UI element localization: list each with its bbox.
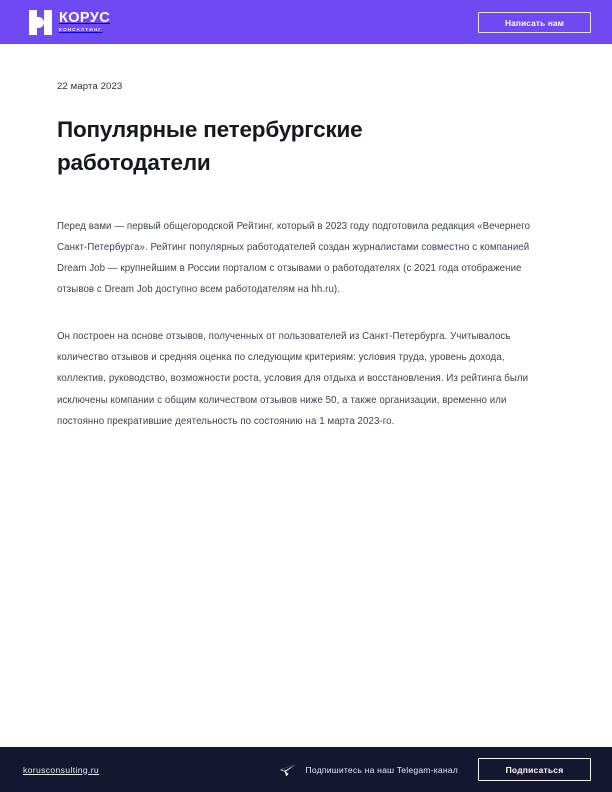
article-date: 22 марта 2023 xyxy=(57,81,123,92)
article-content xyxy=(0,44,612,747)
brand-name: КОРУС xyxy=(59,10,111,27)
brand-subtitle: КОНСАЛТИНГ xyxy=(59,27,103,33)
page-title: Популярные петербургские работодатели xyxy=(57,117,363,176)
contact-us-button[interactable]: Написать нам xyxy=(478,12,591,33)
brand-wordmark xyxy=(59,11,110,33)
article-paragraph: Перед вами — первый общегородской Рейтинг, который в 2023 году подготовила редакция «Вечернего Санкт-Петербурга». Рейтинг популярных работодателей создан журналистами совместно с компанией Dream Job — крупнейшим в России порталом с отзывами о работодателях (с 2021 года отображение отзывов с Dream Job доступно всем работодателям на hh.ru). xyxy=(57,220,531,296)
article-paragraph: Он построен на основе отзывов, полученных от пользователей из Санкт-Петербурга. Учитывалось количество отзывов и средняя оценка по следующим критериям: условия труда, уровень дохода, коллектив, руководство, возможности роста, условия для отдыха и восстановления. Из рейтинга были исключены компании с общим количеством отзывов ниже 50, а также организации, временно или постоянно прекратившие деятельность по состоянию на 1 марта 2023-го. xyxy=(57,331,529,427)
korus-logo-icon xyxy=(29,10,52,35)
footer-telegram-text: Подпишитесь на наш Telegam-канал xyxy=(305,764,458,775)
site-footer xyxy=(0,747,612,792)
telegram-icon xyxy=(280,763,297,777)
article-body xyxy=(57,216,555,432)
subscribe-button[interactable]: Подписаться xyxy=(478,758,591,781)
site-header xyxy=(0,0,612,44)
brand-logo-link[interactable] xyxy=(29,10,110,35)
footer-telegram-group xyxy=(280,763,458,777)
footer-domain-link[interactable]: korusconsulting.ru xyxy=(23,764,100,775)
